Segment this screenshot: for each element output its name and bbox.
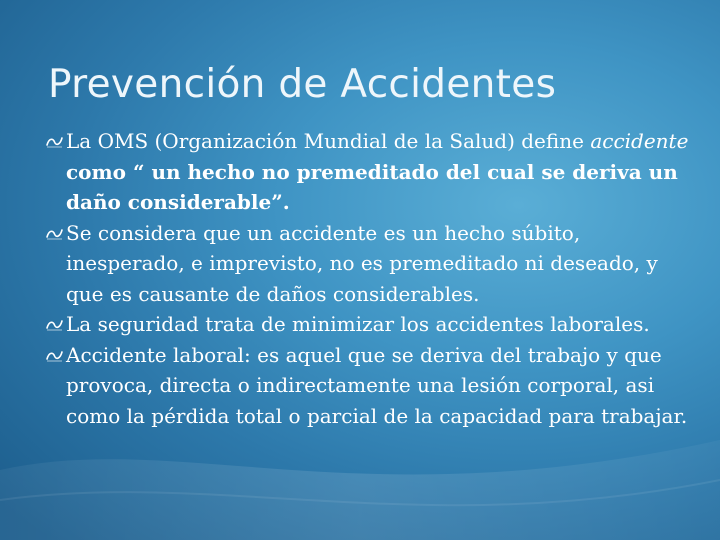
wave-bullet-icon <box>46 349 63 362</box>
wave-bullet-icon <box>46 135 63 148</box>
bullet-text-bold: como “ un hecho no premeditado del cual se deriva un daño considerable”. <box>66 159 678 214</box>
bullet-item-work-accident <box>46 340 696 432</box>
bullet-text-italic: accidente <box>590 129 689 153</box>
bullet-item-definition <box>46 126 696 218</box>
bullet-item-sudden-event <box>46 218 696 310</box>
bullet-text: La OMS (Organización Mundial de la Salud) define <box>66 129 591 153</box>
wave-bullet-icon <box>46 227 63 240</box>
slide-title: Prevención de Accidentes <box>48 62 557 107</box>
bullet-text: La seguridad trata de minimizar los accidentes laborales. <box>66 312 650 336</box>
bullet-text: Se considera que un accidente es un hecho súbito, inesperado, e imprevisto, no es premeditado ni deseado, y que es causante de daños considerables. <box>66 220 658 306</box>
wave-bullet-icon <box>46 318 63 331</box>
bullet-item-safety <box>46 309 696 340</box>
bullet-text: Accidente laboral: es aquel que se deriva del trabajo y que provoca, directa o indirectamente una lesión corporal, asi como la pérdida total o parcial de la capacidad para trabajar. <box>66 342 688 428</box>
bullet-list <box>46 126 696 431</box>
